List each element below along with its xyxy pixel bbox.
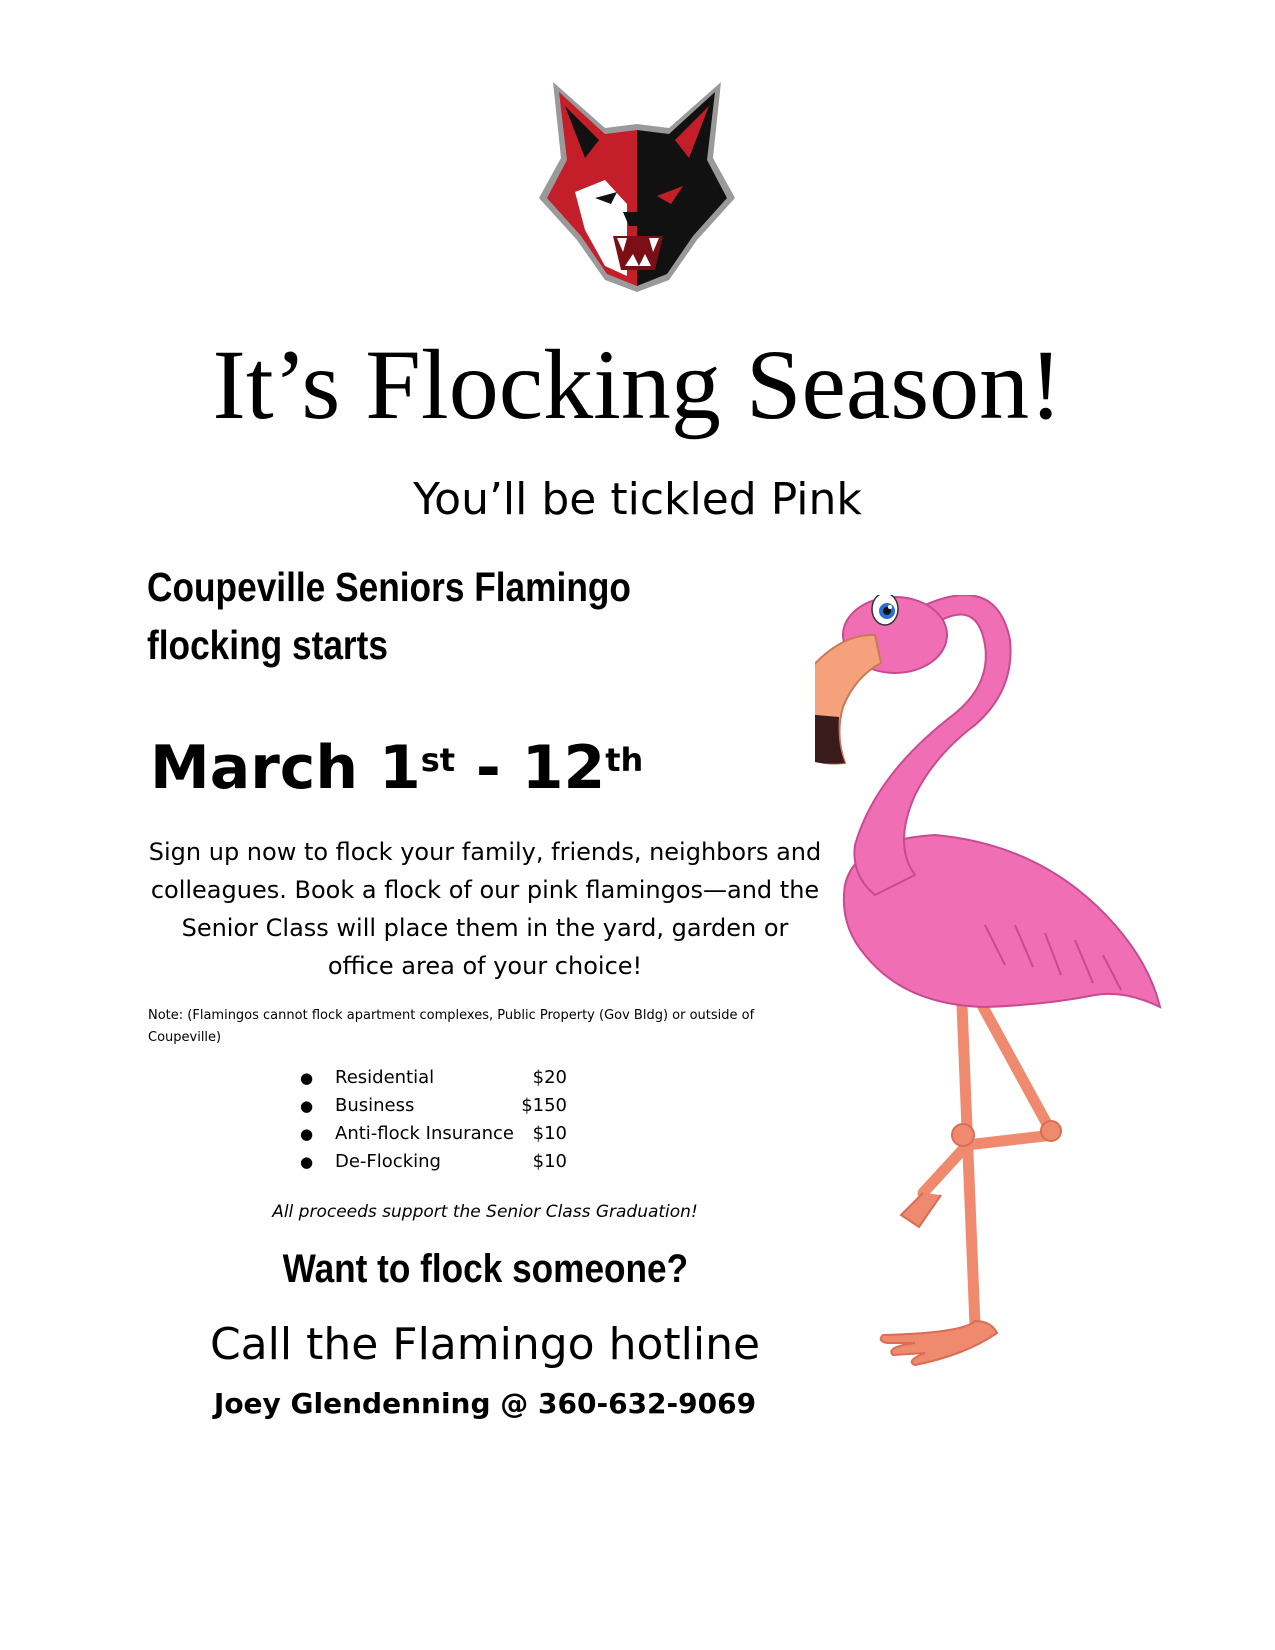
- start-date-suffix: st: [420, 741, 456, 779]
- page-title: It’s Flocking Season!: [212, 329, 1063, 440]
- headline-line-2: flocking starts: [147, 622, 389, 668]
- price-label: Business: [335, 1095, 415, 1116]
- wolf-logo-icon: [535, 80, 740, 295]
- signup-line-1: Sign up now to flock your family, friends, neighbors and: [148, 838, 822, 866]
- start-date: March 1: [150, 733, 421, 803]
- subtitle: You’ll be tickled Pink: [413, 474, 862, 525]
- price-label: De-Flocking: [335, 1151, 441, 1172]
- price-amount: $10: [532, 1123, 567, 1144]
- call-to-action: [140, 1243, 830, 1295]
- bullet-icon: ●: [300, 1153, 314, 1171]
- price-label: Residential: [335, 1067, 435, 1088]
- bullet-icon: ●: [300, 1097, 314, 1115]
- signup-line-3: Senior Class will place them in the yard, garden or: [181, 914, 789, 942]
- price-amount: $20: [532, 1067, 567, 1088]
- end-date-suffix: th: [605, 741, 644, 779]
- price-amount: $150: [521, 1095, 567, 1116]
- price-amount: $10: [532, 1151, 567, 1172]
- end-date: 12: [521, 733, 606, 803]
- restriction-note: Note: (Flamingos cannot flock apartment complexes, Public Property (Gov Bldg) or outside of Coupeville): [148, 1008, 755, 1045]
- headline-line-1: Coupeville Seniors Flamingo: [147, 564, 631, 610]
- signup-line-4: office area of your choice!: [327, 952, 643, 980]
- signup-line-2: colleagues. Book a flock of our pink flamingos—and the: [150, 876, 820, 904]
- proceeds-note: All proceeds support the Senior Class Graduation!: [272, 1202, 698, 1222]
- call-to-action-text: Want to flock someone?: [282, 1247, 688, 1291]
- bullet-icon: ●: [300, 1069, 314, 1087]
- bullet-icon: ●: [300, 1125, 314, 1143]
- hotline-heading: Call the Flamingo hotline: [209, 1319, 761, 1370]
- signup-paragraph: [140, 833, 830, 985]
- date-separator: -: [455, 733, 522, 803]
- flocking-dates: [150, 733, 643, 803]
- price-label: Anti-flock Insurance: [335, 1123, 514, 1144]
- contact-info: Joey Glendenning @ 360-632-9069: [213, 1387, 757, 1420]
- headline: [147, 558, 680, 674]
- flamingo-icon: [815, 595, 1215, 1435]
